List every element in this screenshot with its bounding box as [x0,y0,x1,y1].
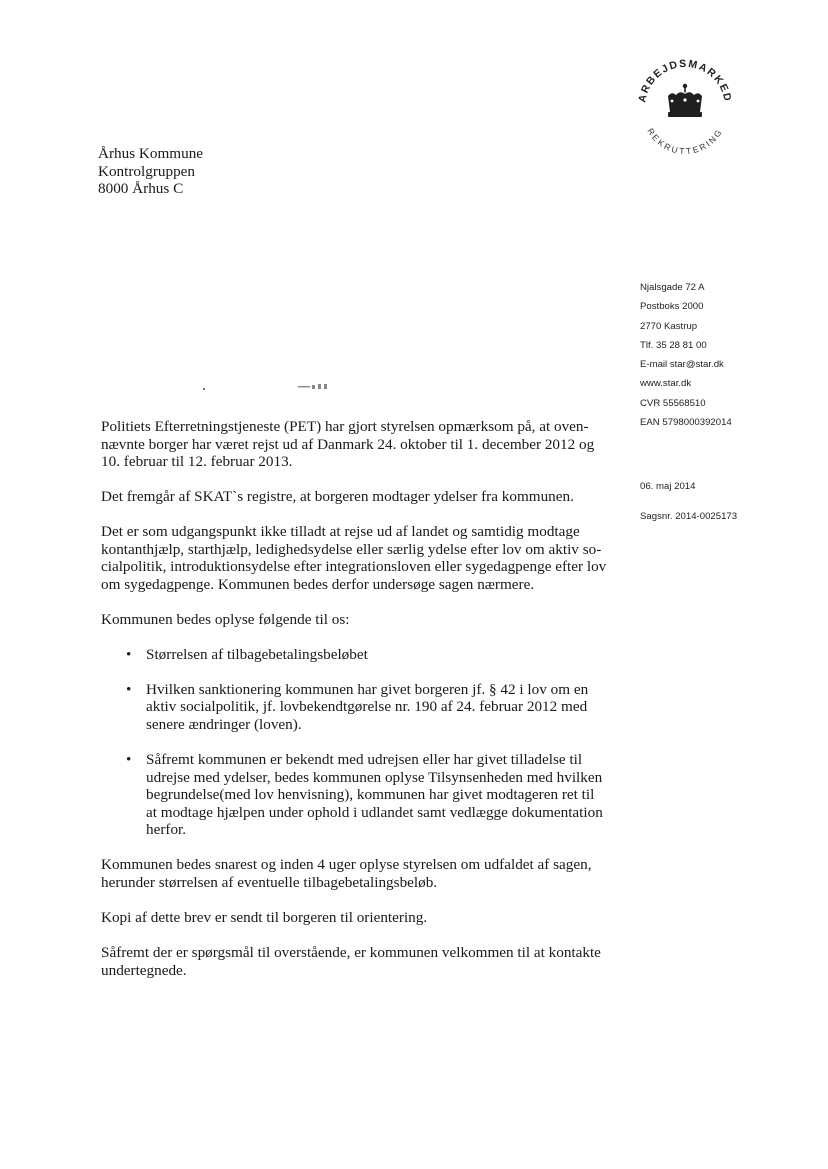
text-line: Kopi af dette brev er sendt til borgeren til orientering. [101,909,428,926]
text-line: Såfremt kommunen er bekendt med udrejsen eller har givet tilladelse til [146,751,583,769]
text-line: Hvilken sanktionering kommunen har givet borgeren jf. § 42 i lov om en [146,680,589,698]
paragraph [101,909,606,927]
logo-bottom-text: REKRUTTERING [645,126,725,157]
bullet-icon: • [126,680,132,698]
text-line: herunder størrelsen af eventuelle tilbagebetalingsbeløb. [101,874,438,892]
sender-website: www.star.dk [640,378,692,390]
paragraph [101,944,606,979]
text-line: senere ændringer (loven). [146,716,302,734]
text-line: aktiv socialpolitik, jf. lovbekendtgørelse nr. 190 af 24. februar 2012 med [146,698,588,716]
paragraph [101,611,606,629]
text-line: Politiets Efterretningstjeneste (PET) har gjort styrelsen opmærksom på, at oven- [101,418,589,435]
text-line: nævnte borger har været rejst ud af Danmark 24. oktober til 1. december 2012 og [101,435,595,453]
letter-body [101,418,606,997]
text-line: 10. februar til 12. februar 2013. [101,453,293,471]
text-line: Kommunen bedes oplyse følgende til os: [101,610,350,628]
sender-line: Tlf. 35 28 81 00 [640,339,707,351]
crown-icon [668,84,702,117]
request-list [101,646,606,839]
text-line: begrundelse(med lov henvisning), kommunen har givet modtageren ret til [146,786,595,804]
sender-line: 2770 Kastrup [640,320,698,332]
text-line: herfor. [146,821,187,839]
paragraph [101,523,606,593]
sender-email: E-mail star@star.dk [640,359,724,371]
recipient-line: 8000 Århus C [98,180,184,198]
text-line: undertegnede. [101,961,187,979]
redacted-subject [180,380,380,396]
text-line: Såfremt der er spørgsmål til overstående, er kommunen velkommen til at kontakte [101,943,601,961]
paragraph [101,418,606,471]
text-line: kontanthjælp, starthjælp, ledighedsydelse eller særlig ydelse efter lov om aktiv so- [101,540,602,558]
list-item [101,751,606,839]
sender-line: EAN 5798000392014 [640,417,732,429]
text-line: Det er som udgangspunkt ikke tilladt at rejse ud af landet og samtidig modtage [101,523,580,541]
letter-date: 06. maj 2014 [640,481,696,492]
text-line: Størrelsen af tilbagebetalingsbeløbet [146,645,368,663]
text-line: udrejse med ydelser, bedes kommunen oplyse Tilsynsenheden med hvilken [146,768,603,786]
recipient-line: Århus Kommune [98,145,204,162]
svg-text:REKRUTTERING [645,126,724,156]
paragraph [101,488,606,506]
recipient-address [98,145,203,198]
sender-line: CVR 55568510 [640,397,706,409]
text-line: om sygedagpenge. Kommunen bedes derfor undersøge sagen nærmere. [101,575,535,593]
text-line: at modtage hjælpen under ophold i udlandet samt vedlægge dokumentation [146,803,603,821]
logo-top-text: ARBEJDSMARKED [636,57,734,104]
list-item [101,681,606,734]
bullet-icon: • [126,751,132,769]
agency-logo [628,50,742,164]
text-line: cialpolitik, introduktionsydelse efter integrationsloven eller sygedagpenge efter lov [101,558,607,576]
text-line: Kommunen bedes snarest og inden 4 uger oplyse styrelsen om udfaldet af sagen, [101,856,592,874]
sender-info [640,278,732,432]
list-item [101,646,606,664]
sender-line: Njalsgade 72 A [640,282,705,293]
recipient-line: Kontrolgruppen [98,162,196,180]
sender-line: Postboks 2000 [640,301,704,313]
paragraph [101,856,606,891]
case-number: Sagsnr. 2014-0025173 [640,511,738,522]
text-line: Det fremgår af SKAT`s registre, at borgeren modtager ydelser fra kommunen. [101,488,574,506]
bullet-icon: • [126,645,132,663]
